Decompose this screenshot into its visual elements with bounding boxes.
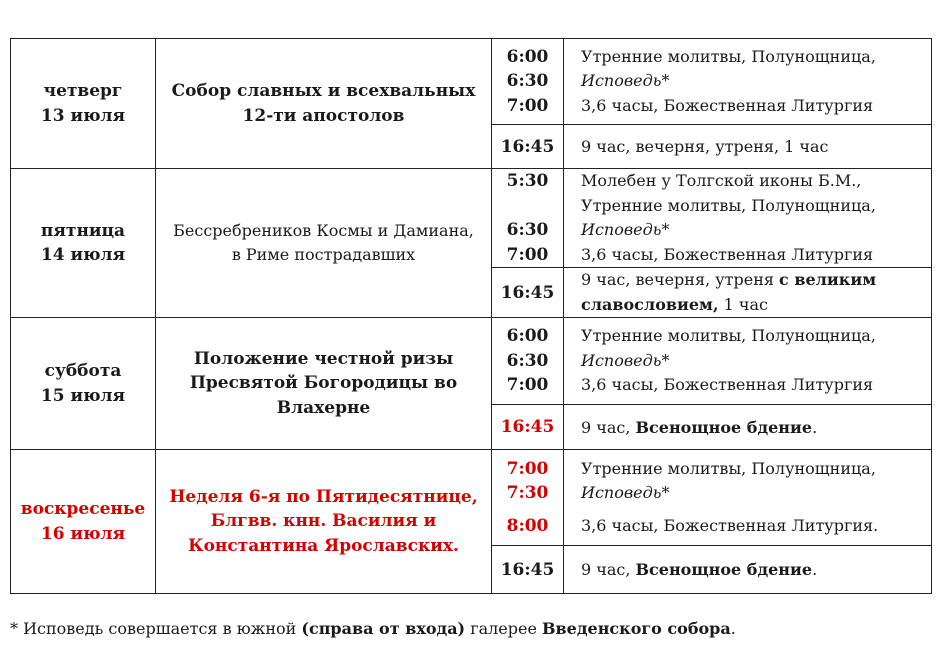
service-line: Исповедь* <box>581 71 670 91</box>
service-line: Утренние молитвы, Полунощница, <box>581 458 876 478</box>
feast-line: Константина Ярославских. <box>188 535 459 556</box>
feast-line: Блгвв. кнн. Василия и <box>210 511 437 532</box>
footnote <box>10 618 736 640</box>
footnote-bold: (справа от входа) <box>301 619 466 638</box>
evening-time: 16:45 <box>492 546 564 594</box>
date: 13 июля <box>40 105 126 126</box>
date: 15 июля <box>40 385 126 406</box>
morning-services <box>564 39 932 125</box>
service-line: 3,6 часы, Божественная Литургия <box>581 244 874 264</box>
footnote-text: . <box>730 619 736 638</box>
feast-line: 12-ти апостолов <box>242 105 405 126</box>
evening-service <box>564 546 932 594</box>
footnote-text: галерее <box>465 619 543 638</box>
evening-service: 9 час, вечерня, утреня, 1 час <box>564 125 932 169</box>
service-time: 6:30 <box>506 350 549 371</box>
service-time: 5:30 <box>506 171 549 191</box>
service-time: 6:00 <box>506 326 549 347</box>
feast-line: Влахерне <box>276 397 371 418</box>
schedule-table <box>10 38 932 594</box>
day-row-thursday <box>11 39 932 125</box>
evening-text-bold: Всенощное бдение <box>635 417 813 437</box>
service-time: 7:00 <box>506 244 549 265</box>
weekday: суббота <box>44 361 122 381</box>
service-line: Исповедь* <box>581 220 670 239</box>
feast-cell <box>156 39 492 169</box>
morning-services <box>564 169 932 268</box>
evening-text: . <box>812 560 818 579</box>
day-row-friday <box>11 169 932 268</box>
weekday: пятница <box>40 220 126 241</box>
evening-service <box>564 268 932 318</box>
feast-line: Собор славных и всехвальных <box>171 81 476 101</box>
day-cell <box>11 39 156 169</box>
service-time: 7:30 <box>506 483 549 504</box>
evening-text: 9 час, <box>581 560 636 579</box>
evening-text: 9 час, <box>581 417 636 437</box>
service-time: 6:00 <box>506 46 549 67</box>
feast-cell <box>156 169 492 318</box>
service-line: 3,6 часы, Божественная Литургия. <box>581 515 879 535</box>
feast-line: Положение честной ризы <box>193 348 454 369</box>
morning-times <box>492 169 564 268</box>
service-time: 7:00 <box>506 375 549 396</box>
date: 16 июля <box>40 523 126 544</box>
service-line: Молебен у Толгской иконы Б.М., <box>581 171 862 190</box>
evening-time: 16:45 <box>492 268 564 318</box>
weekday: воскресенье <box>20 499 146 519</box>
service-line: 3,6 часы, Божественная Литургия <box>581 375 874 395</box>
morning-times <box>492 450 564 546</box>
service-line: Утренние молитвы, Полунощница, <box>581 195 876 215</box>
footnote-text: * Исповедь совершается в южной <box>10 619 302 638</box>
morning-services <box>564 318 932 405</box>
day-cell <box>11 318 156 450</box>
service-time: 6:30 <box>506 71 549 92</box>
service-line: 3,6 часы, Божественная Литургия <box>581 95 874 115</box>
evening-text-bold: Всенощное бдение <box>635 560 813 579</box>
day-cell <box>11 450 156 594</box>
morning-services <box>564 450 932 546</box>
feast-cell <box>156 318 492 450</box>
day-row-saturday <box>11 318 932 405</box>
service-time: 8:00 <box>506 515 549 536</box>
evening-text-bold: славословием, <box>581 294 719 314</box>
evening-text: 9 час, вечерня, утреня <box>581 270 780 289</box>
date: 14 июля <box>40 245 126 265</box>
feast-line: в Риме пострадавших <box>231 245 416 264</box>
feast-line: Неделя 6-я по Пятидесятнице, <box>169 486 478 507</box>
evening-service <box>564 405 932 450</box>
day-cell <box>11 169 156 318</box>
feast-line: Пресвятой Богородицы во <box>189 373 458 394</box>
weekday: четверг <box>43 81 123 101</box>
evening-time: 16:45 <box>492 125 564 169</box>
evening-text: . <box>812 417 818 437</box>
evening-text: 1 час <box>718 294 768 314</box>
morning-times <box>492 39 564 125</box>
service-time: 7:00 <box>506 458 549 479</box>
service-line: Утренние молитвы, Полунощница, <box>581 326 876 346</box>
service-line: Утренние молитвы, Полунощница, <box>581 46 876 66</box>
evening-text-bold: с великим <box>779 270 877 289</box>
service-line: Исповедь* <box>581 350 670 370</box>
feast-line: Бессребреников Космы и Дамиана, <box>173 220 474 240</box>
morning-times <box>492 318 564 405</box>
day-row-sunday <box>11 450 932 546</box>
feast-cell <box>156 450 492 594</box>
evening-time: 16:45 <box>492 405 564 450</box>
footnote-bold: Введенского собора <box>542 619 731 638</box>
service-time: 6:30 <box>506 220 549 240</box>
service-time: 7:00 <box>506 95 549 116</box>
service-line: Исповедь* <box>581 483 670 503</box>
